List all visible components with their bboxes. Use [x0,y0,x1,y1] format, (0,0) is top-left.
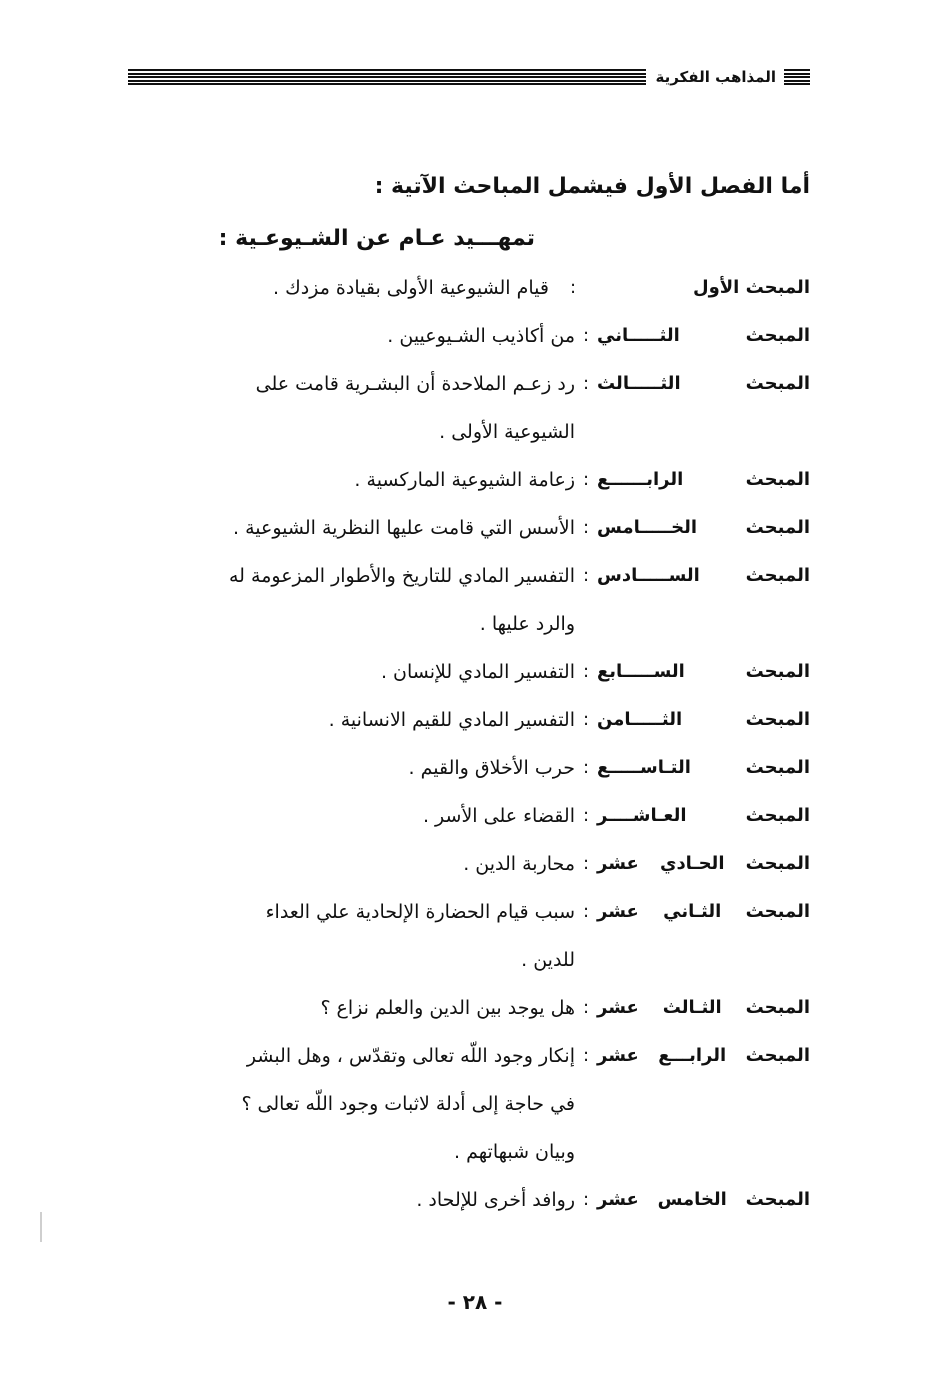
topic-row [120,504,810,552]
topic-description-line: الأسس التي قامت عليها النظرية الشيوعية . [233,517,575,539]
topic-colon: : [582,1189,590,1210]
topic-description [120,1176,575,1224]
topic-description [120,1032,575,1176]
topic-colon: : [582,661,590,682]
topic-row [120,984,810,1032]
topic-colon: : [582,757,590,778]
topic-description-line: سبب قيام الحضارة الإلحادية علي العداء [265,901,575,923]
topic-label: المبحث الرابــــــع [597,469,810,490]
topic-colon: : [582,565,590,586]
header-rule-short [784,69,810,85]
topic-description [120,984,575,1032]
topic-description [120,792,575,840]
topic-label: المبحث الســـــادس [597,565,810,586]
topic-colon: : [582,469,590,490]
topic-description-line: وبيان شبهاتهم . [454,1141,575,1163]
topic-label: المبحث الثـالث عشر [597,997,810,1018]
topic-row [120,264,810,312]
topic-colon: : [582,853,590,874]
topic-description-line: إنكار وجود اللّه تعالى وتقدّس ، وهل البشر [246,1045,575,1067]
topic-row [120,312,810,360]
topic-description [120,840,575,888]
topic-description-line: والرد عليها . [479,613,575,635]
topic-row [120,360,810,456]
preface-heading: تمهـــيد عـام عن الشـيوعـية : [218,226,535,251]
topic-colon: : [582,373,590,394]
topic-colon: : [582,709,590,730]
topic-description [120,648,575,696]
topic-colon: : [582,997,590,1018]
topic-colon: : [582,325,590,346]
topic-label: المبحث الثـاني عشر [597,901,810,922]
page-number: - ٢٨ - [447,1290,503,1314]
topic-label: المبحث الحـادي عشر [597,853,810,874]
topic-description-line: زعامة الشيوعية الماركسية . [354,469,575,491]
topic-colon: : [582,1045,590,1066]
topic-label: المبحث الثـــــالث [597,373,810,394]
margin-mark [40,1212,42,1242]
topic-row [120,456,810,504]
topic-colon: : [582,901,590,922]
topic-label: المبحث الثـــــاني [597,325,810,346]
topic-description-line: التفسير المادي للقيم الانسانية . [328,709,575,731]
topic-colon: : [582,805,590,826]
topic-description [120,456,575,504]
topic-description-line: روافد أخرى للإلحاد . [416,1189,575,1211]
topic-label: المبحث الأول [692,277,810,298]
topic-row [120,888,810,984]
topic-description [120,552,575,648]
topic-description-line: رد زعـم الملاحدة أن البشـرية قامت على [255,373,575,395]
topic-label: المبحث الثـــــامن [597,709,810,730]
topic-description-line: قيام الشيوعية الأولى بقيادة مزدك . [273,277,549,299]
topic-label: المبحث الرابـــع عشر [597,1045,810,1066]
topic-description-line: الشيوعية الأولى . [439,421,575,443]
topic-description [120,360,575,456]
topic-description [120,312,575,360]
topic-label: المبحث التـاســـــع [597,757,810,778]
topic-description [120,264,549,312]
header-title: المذاهب الفكرية [655,68,776,86]
topic-description-line: التفسير المادي للتاريخ والأطوار المزعومة له [229,565,575,587]
topic-row [120,1176,810,1224]
topic-description-line: من أكاذيب الشـيوعيين . [387,325,575,347]
topic-row [120,552,810,648]
topic-label: المبحث الســـــابع [597,661,810,682]
topic-row [120,744,810,792]
topic-list [120,264,810,1224]
topic-description-line: هل يوجد بين الدين والعلم نزاع ؟ [320,997,575,1019]
main-text [120,160,810,1224]
topic-description-line: حرب الأخلاق والقيم . [408,757,575,779]
topic-colon: : [569,277,577,298]
topic-description [120,888,575,984]
topic-colon: : [582,517,590,538]
topic-description-line: في حاجة إلى أدلة لاثبات وجود اللّه تعالى ؟ [241,1093,575,1115]
topic-description [120,696,575,744]
topic-row [120,648,810,696]
topic-description-line: للدين . [521,949,575,971]
running-header [128,64,810,90]
topic-row [120,792,810,840]
topic-description-line: التفسير المادي للإنسان . [380,661,575,683]
topic-row [120,696,810,744]
topic-label: المبحث الخـــــامس [597,517,810,538]
topic-description-line: محاربة الدين . [463,853,575,875]
topic-description-line: القضاء على الأسر . [422,805,575,827]
topic-description [120,504,575,552]
topic-row [120,1032,810,1176]
topic-row [120,840,810,888]
header-rule-long [128,69,646,85]
topic-description [120,744,575,792]
chapter-heading: أما الفصل الأول فيشمل المباحث الآتية : [374,174,810,199]
topic-label: المبحث العـاشــــر [597,805,810,826]
topic-label: المبحث الخامس عشر [597,1189,810,1210]
